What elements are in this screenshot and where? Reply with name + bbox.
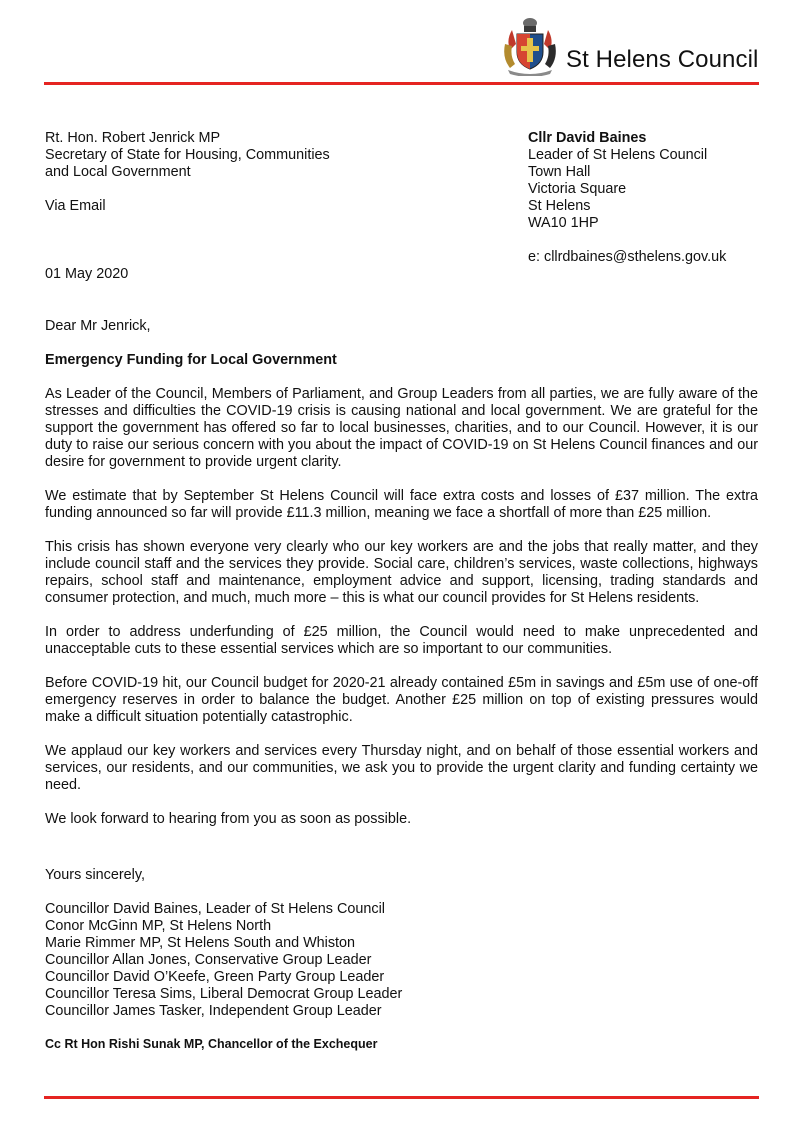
- body-paragraph: We estimate that by September St Helens Council will face extra costs and losses of £37 million. The extra funding announced so far will provide £11.3 million, meaning we face a shortfall of more than £25 million.: [45, 488, 758, 521]
- signatory: Councillor David O’Keefe, Green Party Group Leader: [45, 969, 385, 985]
- letter-date: 01 May 2020: [45, 266, 129, 282]
- sender-name: Cllr David Baines: [528, 130, 647, 146]
- body-paragraph: This crisis has shown everyone very clearly who our key workers are and the jobs that really matter, and they include council staff and the services they provide. Social care, children’s services, waste collections, highways repairs, school staff and maintenance, employment advice and support, licensing, trading standards and consumer protection, and much, much more – this is what our council provides for St Helens residents.: [45, 539, 758, 606]
- body-paragraph: We applaud our key workers and services every Thursday night, and on behalf of those essential workers and services, our residents, and our communities, we ask you to provide the urgent clarity and funding certainty we need.: [45, 743, 758, 793]
- salutation: Dear Mr Jenrick,: [45, 318, 151, 334]
- delivery-method: Via Email: [45, 198, 106, 214]
- recipient-line: Secretary of State for Housing, Communities: [45, 147, 330, 163]
- sender-line: WA10 1HP: [528, 215, 599, 231]
- recipient-address: [45, 130, 405, 215]
- header-divider: [44, 82, 759, 85]
- letter-body: [45, 386, 758, 845]
- signatory: Councillor David Baines, Leader of St Helens Council: [45, 901, 385, 917]
- closing: Yours sincerely,: [45, 867, 145, 883]
- footer-divider: [44, 1096, 759, 1099]
- body-paragraph: In order to address underfunding of £25 million, the Council would need to make unprecedented and unacceptable cuts to these essential services which are so important to our communities.: [45, 624, 758, 657]
- sender-line: Leader of St Helens Council: [528, 147, 708, 163]
- signatory: Councillor James Tasker, Independent Group Leader: [45, 1003, 382, 1019]
- carbon-copy: Cc Rt Hon Rishi Sunak MP, Chancellor of the Exchequer: [45, 1037, 378, 1051]
- letter-subject: Emergency Funding for Local Government: [45, 352, 337, 368]
- signatory: Marie Rimmer MP, St Helens South and Whiston: [45, 935, 356, 951]
- signatory-list: [45, 901, 402, 1020]
- council-name: St Helens Council: [566, 46, 759, 73]
- sender-line: Town Hall: [528, 164, 591, 180]
- signatory: Councillor Allan Jones, Conservative Group Leader: [45, 952, 372, 968]
- sender-email[interactable]: e: cllrdbaines@sthelens.gov.uk: [528, 249, 727, 265]
- body-paragraph: As Leader of the Council, Members of Parliament, and Group Leaders from all parties, we are fully aware of the stresses and difficulties the COVID-19 crisis is causing national and local government. We are grateful for the support the government has offered so far to local businesses, charities, and to our Council. However, it is our duty to raise our serious concern with you about the impact of COVID-19 on St Helens Council finances and our desire for government to provide urgent clarity.: [45, 386, 758, 470]
- body-paragraph: We look forward to hearing from you as soon as possible.: [45, 811, 412, 827]
- sender-address: [528, 130, 768, 266]
- sender-line: Victoria Square: [528, 181, 627, 197]
- body-paragraph: Before COVID-19 hit, our Council budget for 2020-21 already contained £5m in savings and £5m use of one-off emergency reserves in order to balance the budget. Another £25 million on top of existing pressures would make a difficult situation potentially catastrophic.: [45, 675, 758, 725]
- recipient-line: and Local Government: [45, 164, 191, 180]
- signatory: Conor McGinn MP, St Helens North: [45, 918, 272, 934]
- signatory: Councillor Teresa Sims, Liberal Democrat Group Leader: [45, 986, 403, 1002]
- recipient-line: Rt. Hon. Robert Jenrick MP: [45, 130, 221, 146]
- sender-line: St Helens: [528, 198, 591, 214]
- council-coat-of-arms-icon: [502, 14, 558, 76]
- letterhead: [0, 0, 800, 90]
